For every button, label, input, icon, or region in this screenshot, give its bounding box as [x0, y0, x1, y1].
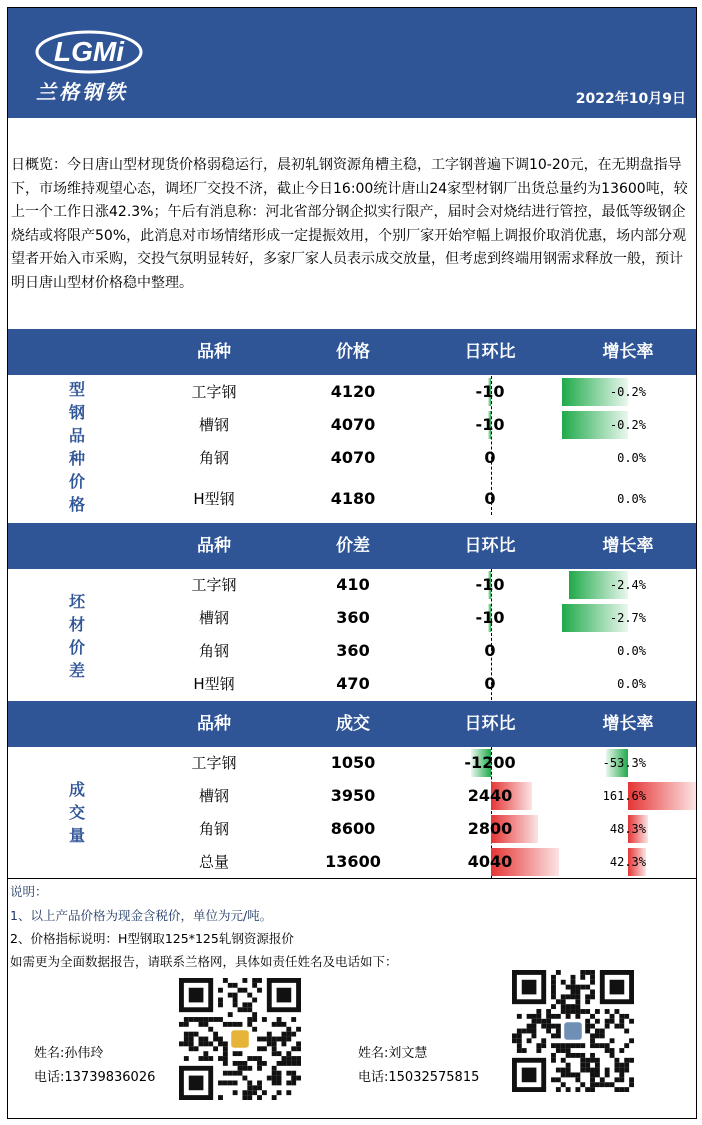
- growth-rate: -2.4%: [609, 578, 646, 592]
- product-name: 总量: [198, 853, 230, 871]
- product-name: H型钢: [193, 490, 235, 508]
- report-frame: [7, 7, 697, 1119]
- column-header: 日环比: [464, 714, 516, 734]
- notes-title: 说明：: [10, 884, 48, 899]
- contact-card-2: [358, 1042, 479, 1090]
- table-row: [8, 376, 696, 408]
- product-value: 4070: [330, 415, 376, 434]
- column-header: 品种: [197, 536, 231, 556]
- column-header: 日环比: [464, 536, 516, 556]
- contact-2-name: 姓名:刘文慧: [358, 1046, 428, 1061]
- growth-rate: 0.0%: [617, 451, 646, 465]
- brand-name: 兰格钢铁: [36, 80, 128, 104]
- day-change: 4040: [467, 852, 513, 871]
- qr-code-contact-2[interactable]: [512, 970, 634, 1092]
- column-header: 价差: [336, 536, 370, 556]
- table-row: [8, 846, 696, 878]
- product-value: 410: [336, 575, 370, 594]
- column-header: 日环比: [464, 342, 516, 362]
- product-name: 槽钢: [198, 787, 230, 805]
- table-row: [8, 409, 696, 441]
- day-change: 2800: [467, 819, 513, 838]
- section-label: 成交量: [68, 780, 85, 845]
- section-label: 型钢品种价格: [68, 380, 85, 514]
- product-value: 4120: [330, 382, 376, 401]
- svg-text:LGMi: LGMi: [54, 36, 124, 67]
- product-value: 1050: [330, 753, 376, 772]
- product-name: 工字钢: [191, 754, 237, 772]
- product-name: 角钢: [198, 820, 230, 838]
- lange-logo: [34, 28, 144, 76]
- growth-rate: 161.6%: [602, 789, 646, 803]
- growth-rate: 48.3%: [609, 822, 646, 836]
- product-name: 角钢: [198, 642, 230, 660]
- section-header-3: [8, 701, 696, 747]
- section-header-2: [8, 523, 696, 569]
- day-change: -10: [475, 415, 505, 434]
- day-change: 0: [484, 448, 496, 467]
- table-row: [8, 780, 696, 812]
- product-name: 工字钢: [191, 383, 237, 401]
- column-header: 增长率: [602, 342, 654, 362]
- daily-summary: 日概览：今日唐山型材现货价格弱稳运行，晨初轧钢资源角槽主稳，工字钢普遍下调10-20元，在无期盘指导下，市场维持观望心态，调坯厂交投不济，截止今日16:00统计唐山24家型材钢厂出货总量约为13600吨，较上一个工作日涨42.3%；午后有消息称：河北省部分钢企拟实行限产，届时会对烧结进行管控，最低等级钢企烧结或将限产50%，此消息对市场情绪形成一定提振效用，个别厂家开始窄幅上调报价取消优惠，场内部分观望者开始入市采购，交投气氛明显转好，多家厂家人员表示成交放量，但考虑到终端用钢需求释放一般，预计明日唐山型材价格稳中整理。: [11, 157, 688, 291]
- report-header: [8, 8, 696, 118]
- contact-card-1: [34, 1042, 155, 1090]
- table-row: [8, 602, 696, 634]
- day-change: 0: [484, 489, 496, 508]
- day-change: -10: [475, 608, 505, 627]
- growth-rate: 0.0%: [617, 644, 646, 658]
- growth-rate: 0.0%: [617, 492, 646, 506]
- note-line-2: 2、价格指标说明：H型钢取125*125轧钢资源报价: [10, 931, 294, 946]
- table-row: [8, 442, 696, 474]
- growth-rate: -2.7%: [609, 611, 646, 625]
- growth-rate: -0.2%: [609, 418, 646, 432]
- report-date: 2022年10月9日: [575, 91, 686, 107]
- column-header: 成交: [336, 714, 370, 734]
- product-name: 槽钢: [198, 416, 230, 434]
- contact-1-name: 姓名:孙伟玲: [34, 1046, 104, 1061]
- growth-rate: 42.3%: [609, 855, 646, 869]
- contact-1-phone: 电话:13739836026: [34, 1070, 156, 1085]
- day-change: 2440: [467, 786, 513, 805]
- column-header: 增长率: [602, 714, 654, 734]
- day-change: 0: [484, 674, 496, 693]
- growth-rate: -53.3%: [602, 756, 646, 770]
- table-row: [8, 668, 696, 700]
- product-value: 360: [336, 641, 370, 660]
- table-row: [8, 813, 696, 845]
- column-header: 价格: [336, 342, 370, 362]
- qr-code-contact-1[interactable]: [179, 978, 301, 1100]
- contact-2-phone: 电话:15032575815: [358, 1070, 480, 1085]
- product-name: 角钢: [198, 449, 230, 467]
- table-row: [8, 747, 696, 779]
- product-value: 470: [336, 674, 370, 693]
- section-header-1: [8, 329, 696, 375]
- product-value: 4070: [330, 448, 376, 467]
- day-change: 0: [484, 641, 496, 660]
- growth-rate: -0.2%: [609, 385, 646, 399]
- table-row: [8, 483, 696, 515]
- product-value: 13600: [325, 852, 381, 871]
- product-name: 槽钢: [198, 609, 230, 627]
- day-change: -10: [475, 382, 505, 401]
- column-header: 增长率: [602, 536, 654, 556]
- column-header: 品种: [197, 342, 231, 362]
- product-value: 8600: [330, 819, 376, 838]
- column-header: 品种: [197, 714, 231, 734]
- product-name: 工字钢: [191, 576, 237, 594]
- product-name: H型钢: [193, 675, 235, 693]
- note-line-3: 如需更为全面数据报告，请联系兰格网，具体如责任姓名及电话如下：: [10, 954, 398, 969]
- growth-rate: 0.0%: [617, 677, 646, 691]
- notes-divider: [8, 878, 696, 879]
- table-row: [8, 635, 696, 667]
- product-value: 4180: [330, 489, 376, 508]
- product-value: 3950: [330, 786, 376, 805]
- section-label: 坯材价差: [68, 592, 85, 680]
- table-row: [8, 569, 696, 601]
- day-change: -10: [475, 575, 505, 594]
- day-change: -1200: [464, 753, 516, 772]
- product-value: 360: [336, 608, 370, 627]
- note-line-1: 1、以上产品价格为现金含税价，单位为元/吨。: [10, 908, 273, 923]
